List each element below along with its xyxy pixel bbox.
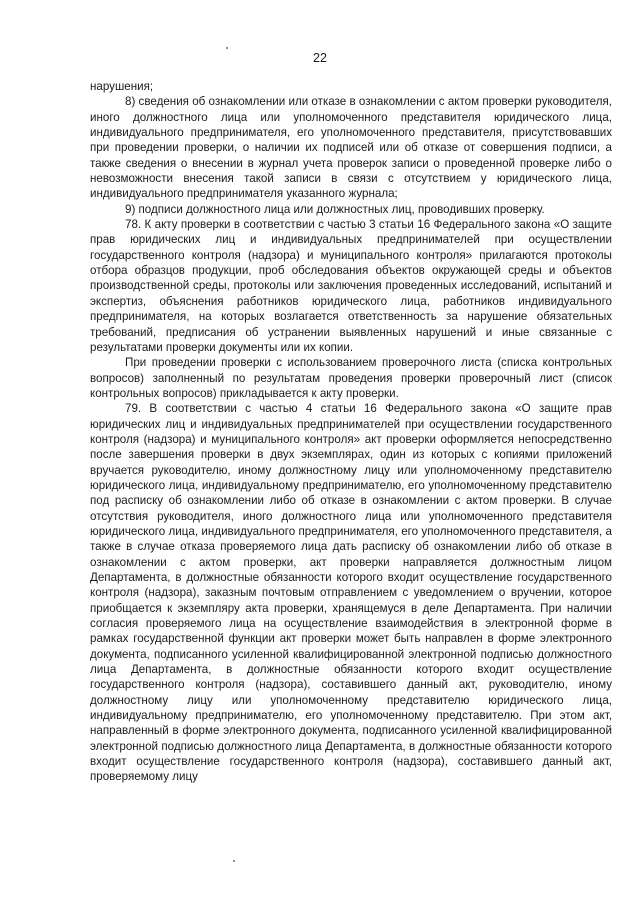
paragraph-violations-tail: нарушения; xyxy=(90,80,154,93)
paragraph-checklist: При проведении проверки с использованием проверочного листа (списка контрольных вопросов) заполненный по результатам проведения проверки проверочный лист (список контрольных вопросов) прикладывается к акту проверки. xyxy=(90,356,612,400)
document-body xyxy=(90,79,612,785)
page-number: 22 xyxy=(313,51,327,65)
paragraph-clause-79: 79. В соответствии с частью 4 статьи 16 Федерального закона «О защите прав юридических лиц и индивидуальных предпринимателей при осуществлении государственного контроля (надзора) и муниципального контроля» акт проверки оформляется непосредственно после завершения проверки в двух экземплярах, один из которых с копиями приложений вручается руководителю, иному должностному лицу или уполномоченному представителю юридического лица, индивидуальному предпринимателю, его уполномоченному представителю под расписку об ознакомлении либо об отказе в ознакомлении с актом проверки. В случае отсутствия руководителя, иного должностного лица или уполномоченного представителя юридического лица, индивидуального предпринимателя, его уполномоченного представителя, а также в случае отказа проверяемого лица дать расписку об ознакомлении либо об отказе в ознакомлении с актом проверки, акт проверки направляется должностным лицом Департамента, в должностные обязанности которого входит осуществление государственного контроля (надзора), заказным почтовым отправлением с уведомлением о вручении, которое приобщается к экземпляру акта проверки, хранящемуся в деле Департамента. При наличии согласия проверяемого лица на осуществление взаимодействия в электронной форме в рамках государственной функции акт проверки может быть направлен в форме электронного документа, подписанного усиленной квалифицированной электронной подписью должностного лица Департамента, в должностные обязанности которого входит осуществление государственного контроля (надзора), составившего данный акт, руководителю, иному должностному лицу или уполномоченному представителю юридического лица, индивидуальному предпринимателю, его уполномоченному представителю. При этом акт, направленный в форме электронного документа, подписанного усиленной квалифицированной электронной подписью должностного лица Департамента, в должностные обязанности которого входит осуществление государственного контроля (надзора), составившего данный акт, проверяемому лицу xyxy=(90,402,612,784)
paragraph-item-8: 8) сведения об ознакомлении или отказе в ознакомлении с актом проверки руководителя, иного должностного лица или уполномоченного представителя юридического лица, индивидуального предпринимателя, его уполномоченного представителя, присутствовавших при проведении проверки, о наличии их подписей или об отказе от совершения подписи, а также сведения о внесении в журнал учета проверок записи о проведенной проверке либо о невозможности внесения такой записи в связи с отсутствием у юридического лица, индивидуального предпринимателя указанного журнала; xyxy=(90,95,612,201)
paragraph-clause-78: 78. К акту проверки в соответствии с частью 3 статьи 16 Федерального закона «О защите прав юридических лиц и индивидуальных предпринимателей при осуществлении государственного контроля (надзора) и муниципального контроля» прилагаются протоколы отбора образцов продукции, проб обследования объектов окружающей среды и объектов производственной среды, протоколы или заключения проведенных исследований, испытаний и экспертиз, объяснения работников юридического лица, работников индивидуального предпринимателя, на которых возлагается ответственность за нарушение обязательных требований, предписания об устранении выявленных нарушений и иные связанные с результатами проверки документы или их копии. xyxy=(90,218,612,354)
scan-speck xyxy=(226,47,228,49)
paragraph-item-9: 9) подписи должностного лица или должностных лиц, проводивших проверку. xyxy=(125,202,545,216)
scan-speck xyxy=(233,860,235,862)
